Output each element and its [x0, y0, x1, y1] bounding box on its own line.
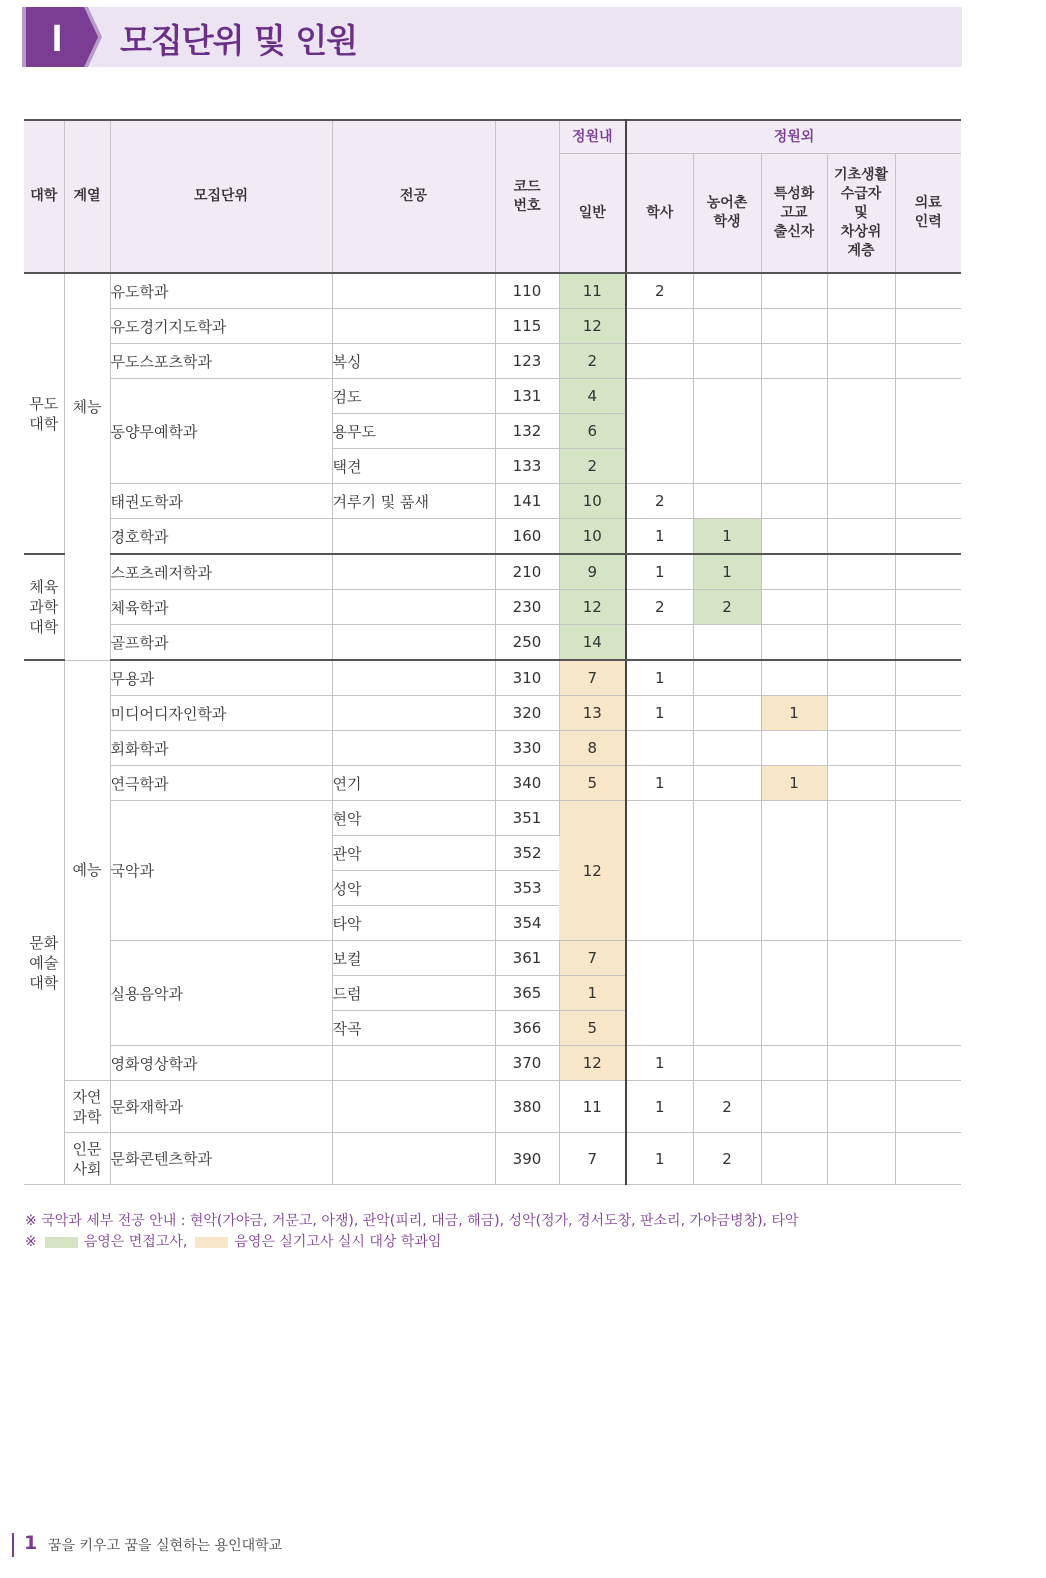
- code-cell: 352: [495, 836, 559, 871]
- general-cell: 5: [559, 766, 626, 801]
- medical-cell: [895, 766, 961, 801]
- unit-cell: 유도학과: [110, 273, 332, 309]
- medical-cell: [895, 941, 961, 1046]
- rural-cell: 2: [693, 590, 761, 625]
- bachelor-cell: [626, 731, 693, 766]
- major-cell: 드럼: [332, 976, 495, 1011]
- table-row: [24, 1046, 961, 1081]
- medical-cell: [895, 344, 961, 379]
- specialized-cell: [761, 625, 827, 661]
- general-cell: 12: [559, 309, 626, 344]
- specialized-cell: [761, 1081, 827, 1133]
- medical-cell: [895, 801, 961, 941]
- medical-cell: [895, 309, 961, 344]
- general-cell: 7: [559, 1133, 626, 1185]
- table-row: [24, 1081, 961, 1133]
- header-general: 일반: [559, 154, 626, 274]
- general-cell: 7: [559, 941, 626, 976]
- code-cell: 115: [495, 309, 559, 344]
- table-row: [24, 625, 961, 661]
- specialized-cell: [761, 1133, 827, 1185]
- major-cell: 타악: [332, 906, 495, 941]
- basic-living-cell: [827, 1133, 895, 1185]
- general-cell: 7: [559, 660, 626, 696]
- medical-cell: [895, 731, 961, 766]
- code-cell: 123: [495, 344, 559, 379]
- header-basic-living: 기초생활 수급자 및 차상위 계층: [827, 154, 895, 274]
- unit-cell: 영화영상학과: [110, 1046, 332, 1081]
- section-number-badge: [22, 7, 102, 67]
- bachelor-cell: 1: [626, 554, 693, 590]
- page-number: 1: [24, 1532, 38, 1554]
- header-specialized: 특성화 고교 출신자: [761, 154, 827, 274]
- code-cell: 132: [495, 414, 559, 449]
- major-cell: 검도: [332, 379, 495, 414]
- specialized-cell: [761, 801, 827, 941]
- rural-cell: [693, 801, 761, 941]
- series-cell: 예능: [64, 660, 110, 1081]
- major-cell: [332, 309, 495, 344]
- major-cell: [332, 519, 495, 555]
- basic-living-cell: [827, 625, 895, 661]
- code-cell: 250: [495, 625, 559, 661]
- college-cell: 문화 예술 대학: [24, 660, 64, 1185]
- basic-living-cell: [827, 660, 895, 696]
- bachelor-cell: 1: [626, 1133, 693, 1185]
- medical-cell: [895, 484, 961, 519]
- basic-living-cell: [827, 344, 895, 379]
- code-cell: 310: [495, 660, 559, 696]
- college-cell: 체육 과학 대학: [24, 554, 64, 660]
- rural-cell: [693, 344, 761, 379]
- major-cell: 택견: [332, 449, 495, 484]
- rural-cell: [693, 731, 761, 766]
- table-row: [24, 344, 961, 379]
- basic-living-cell: [827, 554, 895, 590]
- major-cell: [332, 696, 495, 731]
- medical-cell: [895, 1081, 961, 1133]
- header-rural: 농어촌 학생: [693, 154, 761, 274]
- header-medical: 의료 인력: [895, 154, 961, 274]
- section-header: [22, 7, 962, 67]
- table-row: [24, 484, 961, 519]
- section-title: 모집단위 및 인원: [120, 21, 358, 60]
- major-cell: 현악: [332, 801, 495, 836]
- medical-cell: [895, 273, 961, 309]
- specialized-cell: [761, 731, 827, 766]
- unit-cell: 국악과: [110, 801, 332, 941]
- specialized-cell: 1: [761, 696, 827, 731]
- basic-living-cell: [827, 1081, 895, 1133]
- basic-living-cell: [827, 696, 895, 731]
- medical-cell: [895, 625, 961, 661]
- major-cell: 연기: [332, 766, 495, 801]
- general-cell: 1: [559, 976, 626, 1011]
- general-cell: 12: [559, 1046, 626, 1081]
- general-cell: 10: [559, 519, 626, 555]
- table-row: [24, 379, 961, 414]
- general-cell: 2: [559, 344, 626, 379]
- code-cell: 230: [495, 590, 559, 625]
- medical-cell: [895, 379, 961, 484]
- rural-cell: [693, 1046, 761, 1081]
- general-cell: 9: [559, 554, 626, 590]
- bachelor-cell: 2: [626, 590, 693, 625]
- code-cell: 330: [495, 731, 559, 766]
- medical-cell: [895, 590, 961, 625]
- header-in-quota: 정원내: [559, 120, 626, 154]
- series-cell: 체능: [64, 273, 110, 660]
- code-cell: 131: [495, 379, 559, 414]
- unit-cell: 동양무예학과: [110, 379, 332, 484]
- rural-cell: [693, 484, 761, 519]
- admission-table: [24, 119, 961, 1185]
- bachelor-cell: 1: [626, 1046, 693, 1081]
- header-series: 계열: [64, 120, 110, 273]
- medical-cell: [895, 519, 961, 555]
- footer-bar: [12, 1533, 14, 1557]
- major-cell: 성악: [332, 871, 495, 906]
- table-row: [24, 731, 961, 766]
- header-college: 대학: [24, 120, 64, 273]
- rural-cell: [693, 379, 761, 484]
- specialized-cell: 1: [761, 766, 827, 801]
- general-cell: 12: [559, 801, 626, 941]
- major-cell: 겨루기 및 품새: [332, 484, 495, 519]
- bachelor-cell: 1: [626, 660, 693, 696]
- note-major-details: ※ 국악과 세부 전공 안내 : 현악(가야금, 거문고, 아쟁), 관악(피리, 대금, 해금), 성악(정가, 경서도창, 판소리, 가야금병창), 타악: [25, 1213, 799, 1229]
- basic-living-cell: [827, 519, 895, 555]
- bachelor-cell: [626, 801, 693, 941]
- table-row: [24, 519, 961, 555]
- specialized-cell: [761, 344, 827, 379]
- bachelor-cell: [626, 625, 693, 661]
- bachelor-cell: 2: [626, 273, 693, 309]
- basic-living-cell: [827, 766, 895, 801]
- general-cell: 13: [559, 696, 626, 731]
- bachelor-cell: [626, 379, 693, 484]
- general-cell: 4: [559, 379, 626, 414]
- code-cell: 361: [495, 941, 559, 976]
- note-shading-legend: [25, 1232, 799, 1253]
- basic-living-cell: [827, 801, 895, 941]
- bachelor-cell: 1: [626, 519, 693, 555]
- note-mark: ※: [25, 1234, 37, 1250]
- rural-cell: [693, 941, 761, 1046]
- rural-cell: [693, 273, 761, 309]
- medical-cell: [895, 554, 961, 590]
- major-cell: 관악: [332, 836, 495, 871]
- unit-cell: 문화재학과: [110, 1081, 332, 1133]
- unit-cell: 스포츠레저학과: [110, 554, 332, 590]
- header-bachelor: 학사: [626, 154, 693, 274]
- code-cell: 380: [495, 1081, 559, 1133]
- code-cell: 141: [495, 484, 559, 519]
- specialized-cell: [761, 941, 827, 1046]
- series-cell: 자연 과학: [64, 1081, 110, 1133]
- section-number: I: [51, 18, 63, 60]
- code-cell: 340: [495, 766, 559, 801]
- code-cell: 354: [495, 906, 559, 941]
- basic-living-cell: [827, 273, 895, 309]
- bachelor-cell: 2: [626, 484, 693, 519]
- major-cell: 복싱: [332, 344, 495, 379]
- specialized-cell: [761, 379, 827, 484]
- header-code: 코드 번호: [495, 120, 559, 273]
- table-row: [24, 801, 961, 836]
- rural-cell: [693, 660, 761, 696]
- code-cell: 365: [495, 976, 559, 1011]
- code-cell: 366: [495, 1011, 559, 1046]
- general-cell: 8: [559, 731, 626, 766]
- rural-cell: [693, 309, 761, 344]
- rural-cell: 1: [693, 519, 761, 555]
- note-orange-text: 음영은 실기고사 실시 대상 학과임: [234, 1234, 442, 1250]
- major-cell: [332, 554, 495, 590]
- notes: [25, 1211, 799, 1253]
- basic-living-cell: [827, 379, 895, 484]
- code-cell: 353: [495, 871, 559, 906]
- code-cell: 320: [495, 696, 559, 731]
- specialized-cell: [761, 484, 827, 519]
- specialized-cell: [761, 660, 827, 696]
- unit-cell: 문화콘텐츠학과: [110, 1133, 332, 1185]
- bachelor-cell: [626, 344, 693, 379]
- college-cell: 무도 대학: [24, 273, 64, 554]
- specialized-cell: [761, 1046, 827, 1081]
- basic-living-cell: [827, 590, 895, 625]
- header-major: 전공: [332, 120, 495, 273]
- code-cell: 133: [495, 449, 559, 484]
- specialized-cell: [761, 273, 827, 309]
- table-row: [24, 941, 961, 976]
- general-cell: 11: [559, 1081, 626, 1133]
- major-cell: [332, 1133, 495, 1185]
- major-cell: [332, 660, 495, 696]
- code-cell: 160: [495, 519, 559, 555]
- unit-cell: 골프학과: [110, 625, 332, 661]
- unit-cell: 실용음악과: [110, 941, 332, 1046]
- table-row: [24, 766, 961, 801]
- table-row: [24, 590, 961, 625]
- general-cell: 5: [559, 1011, 626, 1046]
- general-cell: 2: [559, 449, 626, 484]
- series-cell: 인문 사회: [64, 1133, 110, 1185]
- basic-living-cell: [827, 309, 895, 344]
- unit-cell: 무도스포츠학과: [110, 344, 332, 379]
- bachelor-cell: 1: [626, 1081, 693, 1133]
- unit-cell: 유도경기지도학과: [110, 309, 332, 344]
- rural-cell: [693, 696, 761, 731]
- medical-cell: [895, 1133, 961, 1185]
- table-row: [24, 696, 961, 731]
- basic-living-cell: [827, 1046, 895, 1081]
- general-cell: 10: [559, 484, 626, 519]
- specialized-cell: [761, 554, 827, 590]
- table-row: [24, 309, 961, 344]
- rural-cell: 1: [693, 554, 761, 590]
- header-out-quota: 정원외: [626, 120, 961, 154]
- rural-cell: 2: [693, 1133, 761, 1185]
- unit-cell: 미디어디자인학과: [110, 696, 332, 731]
- bachelor-cell: 1: [626, 766, 693, 801]
- rural-cell: [693, 766, 761, 801]
- bachelor-cell: 1: [626, 696, 693, 731]
- specialized-cell: [761, 309, 827, 344]
- medical-cell: [895, 660, 961, 696]
- general-cell: 14: [559, 625, 626, 661]
- major-cell: [332, 1081, 495, 1133]
- general-cell: 11: [559, 273, 626, 309]
- table-row: [24, 660, 961, 696]
- footer-slogan: 꿈을 키우고 꿈을 실현하는 용인대학교: [48, 1538, 283, 1554]
- specialized-cell: [761, 590, 827, 625]
- major-cell: [332, 731, 495, 766]
- major-cell: [332, 273, 495, 309]
- code-cell: 210: [495, 554, 559, 590]
- specialized-cell: [761, 519, 827, 555]
- unit-cell: 체육학과: [110, 590, 332, 625]
- header-unit: 모집단위: [110, 120, 332, 273]
- unit-cell: 회화학과: [110, 731, 332, 766]
- basic-living-cell: [827, 941, 895, 1046]
- basic-living-cell: [827, 731, 895, 766]
- major-cell: 용무도: [332, 414, 495, 449]
- medical-cell: [895, 696, 961, 731]
- unit-cell: 연극학과: [110, 766, 332, 801]
- general-cell: 12: [559, 590, 626, 625]
- code-cell: 351: [495, 801, 559, 836]
- unit-cell: 무용과: [110, 660, 332, 696]
- table-row: [24, 273, 961, 309]
- major-cell: [332, 1046, 495, 1081]
- table-row: [24, 1133, 961, 1185]
- code-cell: 110: [495, 273, 559, 309]
- basic-living-cell: [827, 484, 895, 519]
- general-cell: 6: [559, 414, 626, 449]
- unit-cell: 태권도학과: [110, 484, 332, 519]
- code-cell: 390: [495, 1133, 559, 1185]
- major-cell: [332, 590, 495, 625]
- rural-cell: [693, 625, 761, 661]
- major-cell: [332, 625, 495, 661]
- medical-cell: [895, 1046, 961, 1081]
- bachelor-cell: [626, 941, 693, 1046]
- major-cell: 작곡: [332, 1011, 495, 1046]
- note-green-text: 음영은 면접고사,: [83, 1234, 188, 1250]
- code-cell: 370: [495, 1046, 559, 1081]
- bachelor-cell: [626, 309, 693, 344]
- green-swatch: [45, 1237, 78, 1248]
- unit-cell: 경호학과: [110, 519, 332, 555]
- orange-swatch: [195, 1237, 228, 1248]
- major-cell: 보컬: [332, 941, 495, 976]
- table-row: [24, 554, 961, 590]
- rural-cell: 2: [693, 1081, 761, 1133]
